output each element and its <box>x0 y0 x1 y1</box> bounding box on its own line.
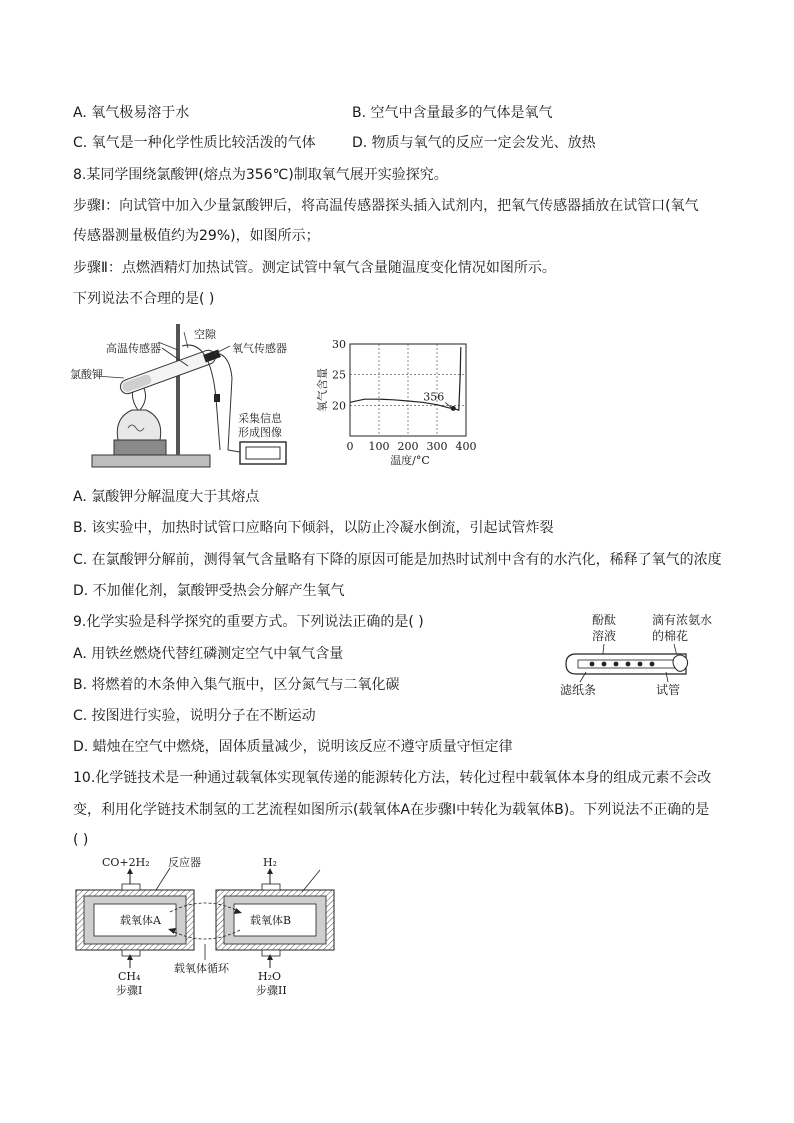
label-potassium-chlorate: 氯酸钾 <box>70 368 103 381</box>
q7-option-b: B. 空气中含量最多的气体是氧气 <box>352 105 553 121</box>
label-phenolphthalein-1: 酚酞 <box>592 613 617 627</box>
q8-stem: 8.某同学围绕氯酸钾(熔点为356℃)制取氧气展开实验探究。 <box>73 167 448 183</box>
q8-step2: 步骤Ⅱ：点燃酒精灯加热试管。测定试管中氧气含量随温度变化情况如图所示。 <box>73 260 556 276</box>
chart-y-tick-label: 25 <box>332 368 346 382</box>
label-filter-paper: 滤纸条 <box>560 683 597 697</box>
chart-grid <box>350 344 466 436</box>
label-step1: 步骤I <box>116 984 143 997</box>
q9-option-d: D. 蜡烛在空气中燃烧，固体质量减少，说明该反应不遵守质量守恒定律 <box>73 739 513 755</box>
chart-point-356 <box>451 406 456 411</box>
label-test-tube: 试管 <box>656 683 681 697</box>
chart-x-tick-label: 200 <box>397 440 419 453</box>
test-tube <box>118 348 217 395</box>
q8-step1-line2: 传感器测量极值约为29%)，如图所示； <box>73 228 320 244</box>
chart-x-label: 温度/°C <box>390 454 430 467</box>
q7-option-c: C. 氧气是一种化学性质比较活泼的气体 <box>73 135 316 151</box>
label-h2o: H₂O <box>258 970 282 983</box>
label-carrier-a: 载氧体A <box>120 914 161 927</box>
q10-stem-line3: ( ) <box>73 832 89 848</box>
stand-rod <box>176 324 180 455</box>
label-co-2h2: CO+2H₂ <box>102 856 150 869</box>
burner-base <box>114 440 166 455</box>
q9-option-b: B. 将燃着的木条伸入集气瓶中，区分氮气与二氧化碳 <box>73 677 400 693</box>
q8-option-d: D. 不加催化剂，氯酸钾受热会分解产生氧气 <box>73 583 345 599</box>
alcohol-lamp <box>117 410 160 440</box>
q8-question: 下列说法不合理的是( ) <box>73 291 215 307</box>
q9-option-a: A. 用铁丝燃烧代替红磷测定空气中氧气含量 <box>73 646 344 662</box>
label-carrier-cycle: 载氧体循环 <box>174 962 229 975</box>
chart-y-tick-label: 20 <box>332 399 346 413</box>
q9-tube-figure <box>556 610 726 698</box>
label-ammonia-1: 滴有浓氨水 <box>652 613 713 627</box>
label-phenolphthalein-2: 溶液 <box>592 629 617 643</box>
chart-x-tick-label: 400 <box>455 440 477 453</box>
label-oxygen-sensor: 氧气传感器 <box>232 342 287 355</box>
cotton-ball <box>673 655 688 671</box>
q8-step1-line1: 步骤Ⅰ：向试管中加入少量氯酸钾后，将高温传感器探头插入试剂内，把氧气传感器插放在试管口(氧气 <box>73 198 699 214</box>
stand-base <box>92 455 210 467</box>
q7-option-d: D. 物质与氧气的反应一定会发光、放热 <box>352 135 596 151</box>
label-carrier-b: 载氧体B <box>250 914 292 927</box>
chart-y-tick-label: 30 <box>332 338 346 351</box>
chart-y-label: 氧气含量 <box>316 368 329 412</box>
q8-option-b: B. 该实验中，加热时试管口应略向下倾斜，以防止冷凝水倒流，引起试管炸裂 <box>73 520 554 536</box>
label-step2: 步骤II <box>256 984 287 997</box>
q10-stem-line2: 变，利用化学链技术制氢的工艺流程如图所示(载氧体A在步骤Ⅰ中转化为载氧体B)。下列说法不正确的是 <box>73 802 710 818</box>
monitor <box>240 442 286 464</box>
label-high-temp-sensor: 高温传感器 <box>106 342 161 355</box>
q8-option-c: C. 在氯酸钾分解前，测得氧气含量略有下降的原因可能是加热时试剂中含有的水汽化，稀释了氧气的浓度 <box>73 552 722 568</box>
label-h2: H₂ <box>263 856 278 869</box>
q8-apparatus-figure <box>70 318 310 473</box>
q10-stem-line1: 10.化学链技术是一种通过载氧体实现氧传递的能源转化方法，转化过程中载氧体本身的组成元素不会改 <box>73 770 712 786</box>
label-collect-1: 采集信息 <box>238 412 282 425</box>
label-ammonia-2: 的棉花 <box>652 629 689 643</box>
label-collect-2: 形成图像 <box>238 426 282 439</box>
q8-option-a: A. 氯酸钾分解温度大于其熔点 <box>73 489 260 505</box>
q9-stem: 9.化学实验是科学探究的重要方式。下列说法正确的是( ) <box>73 614 424 630</box>
label-reactor: 反应器 <box>168 856 201 869</box>
chart-x-tick-label: 100 <box>368 440 390 453</box>
q9-option-c: C. 按图进行实验，说明分子在不断运动 <box>73 708 316 724</box>
label-gap: 空隙 <box>194 328 216 341</box>
oxygen-temperature-chart <box>312 334 480 470</box>
chart-x-tick-label: 300 <box>426 440 448 453</box>
q7-option-a: A. 氧气极易溶于水 <box>73 105 190 121</box>
q10-chemical-loop-figure <box>70 852 330 998</box>
chart-x-tick-label: 0 <box>346 440 354 453</box>
label-ch4: CH₄ <box>118 970 141 983</box>
chart-annotation-356: 356 <box>423 390 445 404</box>
